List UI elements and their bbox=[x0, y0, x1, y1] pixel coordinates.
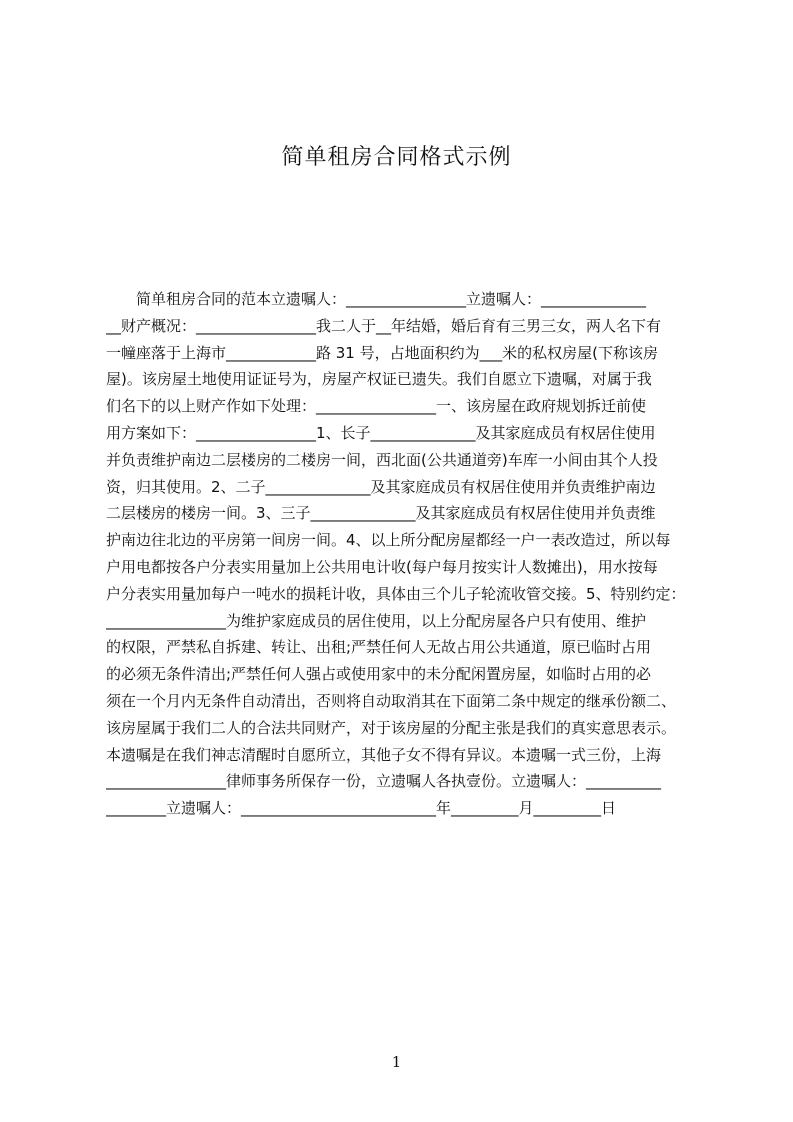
body-line: 户用电都按各户分表实用量加上公共用电计收(每户每月按实计人数摊出)，用水按每 bbox=[106, 557, 658, 576]
body-line: 屋)。该房屋土地使用证证号为，房屋产权证已遗失。我们自愿立下遗嘱，对属于我 bbox=[106, 370, 652, 389]
body-line: 护南边往北边的平房第一间房一间。4、以上所分配房屋都经一户一表改造过，所以每 bbox=[106, 531, 671, 550]
body-line: 资，归其使用。2、二子______________及其家庭成员有权居住使用并负责维护南边 bbox=[106, 477, 656, 496]
body-line: 本遗嘱是在我们神志清醒时自愿所立，其他子女不得有异议。本遗嘱一式三份，上海 bbox=[106, 745, 662, 764]
body-line: 用方案如下：________________1、长子______________及其家庭成员有权居住使用 bbox=[106, 423, 656, 442]
page-number: 1 bbox=[391, 1053, 402, 1071]
body-line: __财产概况：________________我二人于__年结婚，婚后育有三男三女，两人名下有 bbox=[106, 316, 662, 335]
page-title: 简单租房合同格式示例 bbox=[281, 145, 512, 170]
body-line: 该房屋属于我们二人的合法共同财产，对于该房屋的分配主张是我们的真实意思表示。 bbox=[106, 718, 677, 737]
body-line: ________________为维护家庭成员的居住使用，以上分配房屋各户只有使用、维护 bbox=[106, 611, 647, 630]
body-line: 二层楼房的楼房一间。3、三子______________及其家庭成员有权居住使用并负责维 bbox=[106, 504, 656, 523]
body-line: 简单租房合同的范本立遗嘱人：________________立遗嘱人：______________ bbox=[106, 290, 647, 308]
body-line: 户分表实用量加每户一吨水的损耗计收，具体由三个儿子轮流收管交接。5、特别约定： bbox=[106, 584, 686, 603]
body-line: 并负责维护南边二层楼房的二楼房一间，西北面(公共通道旁)车库一小间由其个人投 bbox=[106, 450, 658, 469]
body-line: 的必须无条件清出;严禁任何人强占或使用家中的未分配闲置房屋，如临时占用的必 bbox=[106, 665, 652, 684]
body-line: ________立遗嘱人：__________________________年_________月_________日 bbox=[106, 799, 617, 818]
body-line: 一幢座落于上海市____________路 31 号，占地面积约为___米的私权房屋(下称该房 bbox=[106, 343, 658, 362]
body-line: ________________律师事务所保存一份，立遗嘱人各执壹份。立遗嘱人：__________ bbox=[106, 772, 662, 791]
body-line: 们名下的以上财产作如下处理：________________一、该房屋在政府规划拆迁前使 bbox=[106, 397, 647, 416]
body-line: 须在一个月内无条件自动清出，否则将自动取消其在下面第二条中规定的继承份额二、 bbox=[106, 691, 677, 710]
body-line: 的权限，严禁私自拆建、转让、出租;严禁任何人无故占用公共通道，原已临时占用 bbox=[106, 638, 652, 657]
document-body bbox=[106, 286, 700, 822]
